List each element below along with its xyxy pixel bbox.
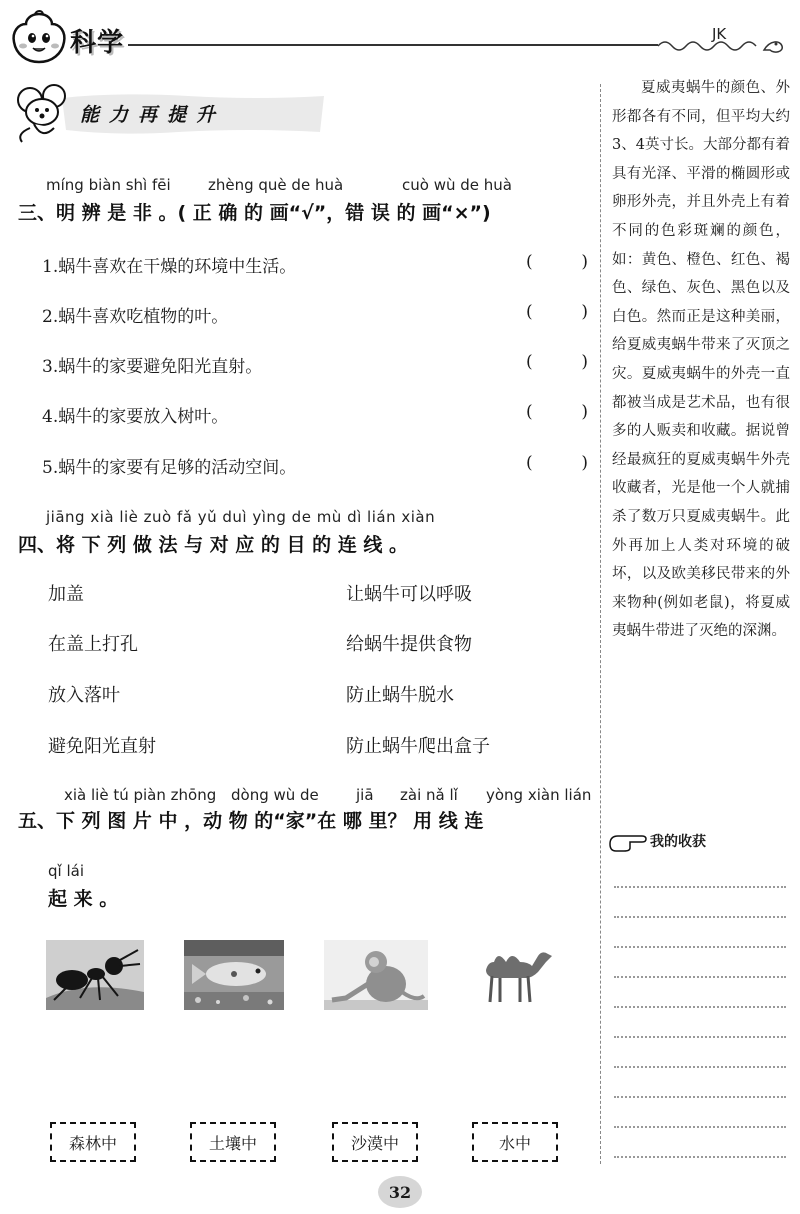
pointing-hand-icon <box>608 830 648 852</box>
fish-photo[interactable] <box>184 940 284 1010</box>
sidebar-reading-text: 夏威夷蜗牛的颜色、外形都各有不同，但平均大约3、4英寸长。大部分都有着具有光泽、平滑的椭圆形或卵形外壳，并且外壳上有着不同的色彩斑斓的颜色，如：黄色、橙色、红色、褐色、绿色、灰色、黑色以及白色。然而正是这种美丽，给夏威夷蜗牛带来了灭顶之灾。夏威夷蜗牛的外壳一直都被当成是艺术品，也有很多的人贩卖和收藏。据说曾经最疯狂的夏威夷蜗牛外壳收藏者，光是他一个人就捕杀了数万只夏威夷蜗牛。此外再加上人类对环境的破坏，以及欧美移民带来的外来物种(例如老鼠)，将夏威夷蜗牛带进了灭绝的深渊。 <box>612 80 790 640</box>
pinyin-annotation: dòng wù de <box>231 786 319 804</box>
question-item: 1.蜗牛喜欢在干燥的环境中生活。 <box>42 257 297 277</box>
cartoon-mascot-icon <box>8 10 70 66</box>
question-item: 4.蜗牛的家要放入树叶。 <box>42 407 229 427</box>
page-number: 32 <box>378 1176 422 1208</box>
note-line[interactable] <box>614 1096 786 1098</box>
subject-title: 科学 <box>70 28 125 58</box>
note-line[interactable] <box>614 1066 786 1068</box>
camel-photo[interactable] <box>480 940 560 1010</box>
pinyin-annotation: cuò wù de huà <box>402 176 512 194</box>
purpose-item[interactable]: 让蜗牛可以呼吸 <box>346 584 472 605</box>
section3-title: 三、明 辨 是 非 。( 正 确 的 画“√”，错 误 的 画“×”) <box>18 202 491 224</box>
pinyin-annotation: jiāng xià liè zuò fǎ yǔ duì yìng de mù dì lián xiàn <box>46 508 436 526</box>
purpose-item[interactable]: 防止蜗牛脱水 <box>346 685 454 706</box>
habitat-box-water[interactable]: 水中 <box>472 1122 558 1162</box>
header-divider <box>128 44 658 46</box>
method-item[interactable]: 放入落叶 <box>48 685 120 706</box>
page-header <box>0 0 800 70</box>
mouse-mascot-icon <box>10 82 80 144</box>
note-line[interactable] <box>614 946 786 948</box>
note-line[interactable] <box>614 1036 786 1038</box>
habitat-box-forest[interactable]: 森林中 <box>50 1122 136 1162</box>
pinyin-annotation: jiā <box>356 786 374 804</box>
method-item[interactable]: 在盖上打孔 <box>48 634 138 655</box>
note-line[interactable] <box>614 1006 786 1008</box>
answer-blank[interactable]: ( ) <box>526 352 588 372</box>
pinyin-annotation: xià liè tú piàn zhōng <box>64 786 217 804</box>
ant-photo[interactable] <box>46 940 144 1010</box>
answer-blank[interactable]: ( ) <box>526 402 588 422</box>
monkey-photo[interactable] <box>324 940 428 1010</box>
edition-label: JK <box>712 25 727 43</box>
question-item: 5.蜗牛的家要有足够的活动空间。 <box>42 458 297 478</box>
section5-title: 五、下 列 图 片 中 ，动 物 的“家”在 哪 里？ 用 线 连 <box>18 810 484 832</box>
answer-blank[interactable]: ( ) <box>526 302 588 322</box>
note-line[interactable] <box>614 976 786 978</box>
method-item[interactable]: 加盖 <box>48 584 84 605</box>
question-item: 2.蜗牛喜欢吃植物的叶。 <box>42 307 229 327</box>
pinyin-annotation: zhèng què de huà <box>208 176 344 194</box>
section5-title-continued: 起 来 。 <box>48 888 119 910</box>
note-line[interactable] <box>614 886 786 888</box>
my-gain-label: 我的收获 <box>650 834 706 850</box>
purpose-item[interactable]: 给蜗牛提供食物 <box>346 634 472 655</box>
habitat-box-soil[interactable]: 土壤中 <box>190 1122 276 1162</box>
note-line[interactable] <box>614 1156 786 1158</box>
habitat-box-desert[interactable]: 沙漠中 <box>332 1122 418 1162</box>
note-line[interactable] <box>614 1126 786 1128</box>
answer-blank[interactable]: ( ) <box>526 453 588 473</box>
purpose-item[interactable]: 防止蜗牛爬出盒子 <box>346 736 490 757</box>
pinyin-annotation: míng biàn shì fēi <box>46 176 171 194</box>
section4-title: 四、将 下 列 做 法 与 对 应 的 目 的 连 线 。 <box>18 534 408 556</box>
pinyin-annotation: zài nǎ lǐ <box>400 786 458 804</box>
my-gain-heading <box>608 830 706 852</box>
banner-title: 能力再提升 <box>80 104 226 126</box>
pinyin-annotation: yòng xiàn lián <box>486 786 592 804</box>
pinyin-annotation: qǐ lái <box>48 862 84 880</box>
method-item[interactable]: 避免阳光直射 <box>48 736 156 757</box>
sidebar-divider <box>600 84 601 1164</box>
answer-blank[interactable]: ( ) <box>526 252 588 272</box>
question-item: 3.蜗牛的家要避免阳光直射。 <box>42 357 263 377</box>
note-line[interactable] <box>614 916 786 918</box>
